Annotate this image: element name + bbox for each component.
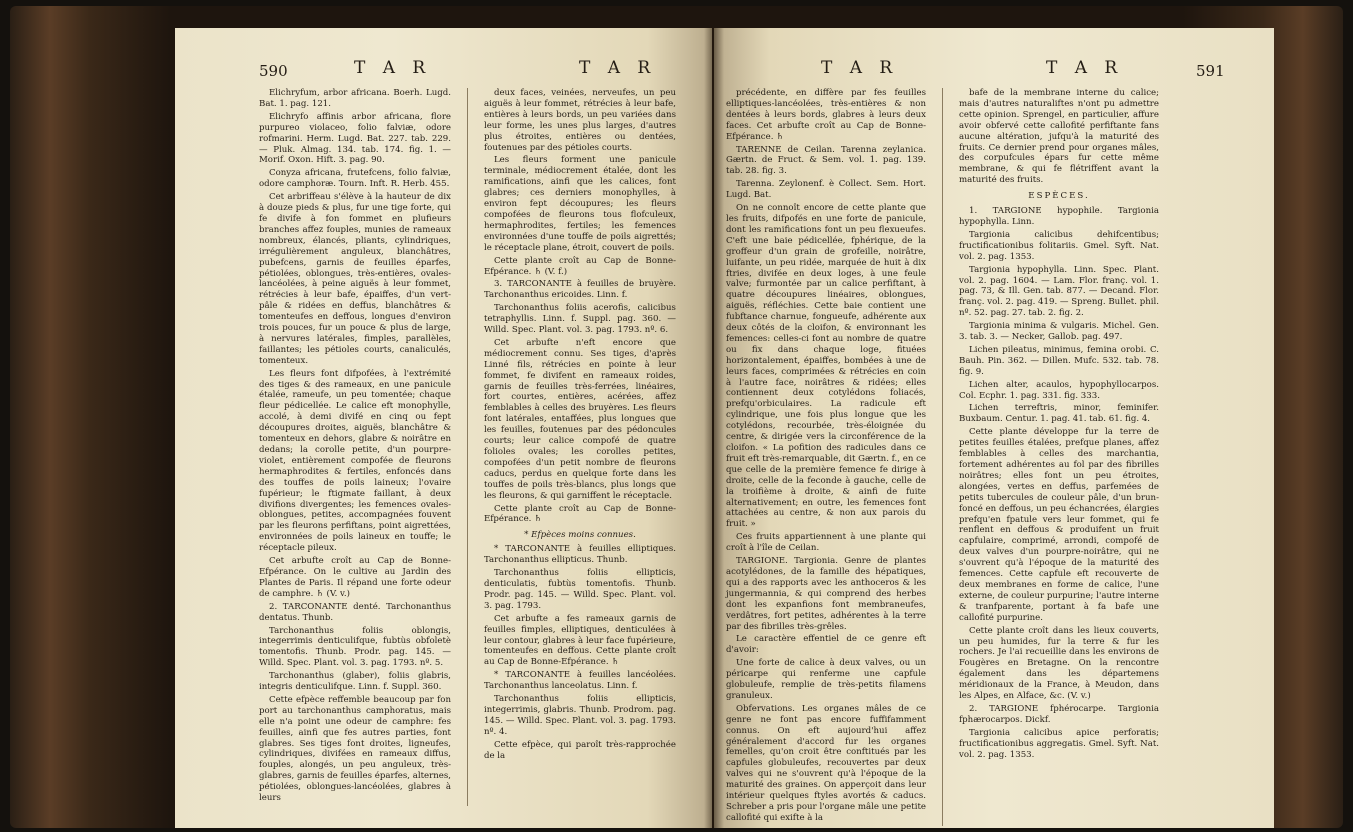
paragraph: Cette plante développe fur la terre de petites feuilles étalées, prefque planes, affez femblables à celles des marchantia, fortement adhérentes au fol par des fibrilles noirâtres; elles font un peu étroites, alongées, vertes en deffus, parfemées de petits tubercules de couleur pâle, d'un brun-foncé en deffous, un peu échancrées, élargies prefqu'en fpatule vers leur fommet, qui fe renflent en deffous & produifent un fruit capfulaire, comprimé, arrondi, compofé de deux valves d'un pourpre-noirâtre, qui ne s'ouvrent qu'à l'époque de la maturité des femences. Cette capfule eft recouverte de deux membranes en forme de calice, l'une externe, de couleur purpurine; l'autre interne & tranfparente, portant à fa bafe une callofité purpurine.	[959, 427, 1159, 623]
paragraph: Tarenna. Zeylonenf. è Collect. Sem. Hort. Lugd. Bat.	[726, 179, 926, 201]
paragraph: deux faces, veinées, nerveufes, un peu aiguës à leur fommet, rétrécies à leur bafe, entières à leurs bords, un peu variées dans leur forme, les unes plus larges, d'autres plus étroites, entières ou dentées, foutenues par des pétioles courts.	[483, 88, 676, 153]
paragraph: Elichryfum, arbor africana. Boerh. Lugd. Bat. 1. pag. 121.	[259, 88, 452, 109]
paragraph: Une forte de calice à deux valves, ou un péricarpe qui renferme une capfule globuleufe, remplie de très-petits filamens granuleux.	[726, 658, 926, 701]
paragraph: * TARCONANTE à feuilles lancéolées. Tarchonanthus lanceolatus. Linn. f.	[483, 670, 676, 692]
paragraph: Tarchonanthus foliis acerofis, calicibus tetraphyllis. Linn. f. Suppl. pag. 360. — Willd. Spec. Plant. vol. 3. pag. 1793. nº. 6.	[483, 303, 676, 336]
paragraph: Les fleurs forment une panicule terminale, médiocrement étalée, dont les ramifications, ainfi que les calices, font glabres; ces derniers monophylles, à environ fept découpures; les fleurs compofées de fleurons tous flofculeux, hermaphrodites, fertiles; les femences environnées d'une touffe de poils aigrettés; le réceptacle plane, étroit, couvert de poils.	[483, 155, 676, 253]
left-page	[175, 28, 712, 828]
header-title: T A R	[1046, 58, 1124, 78]
paragraph: Tarchonanthus (glaber), foliis glabris, integris denticulifque. Linn. f. Suppl. 360.	[259, 671, 452, 693]
paragraph: Les fleurs font difpofées, à l'extrémité des tiges & des rameaux, en une panicule étalée, rameufe, un peu tomentée; chaque fleur pédicellée. Le calice eft monophylle, accolé, à demi divifé en cinq ou fept découpures droites, aiguës, blanchâtre & tomenteux en dehors, glabre & noirâtre en dedans; la corolle petite, d'un pourpre-violet, entièrement compofée de fleurons hermaphrodites & fertiles, enfoncés dans des touffes de poils laineux; l'ovaire fupérieur; le ftigmate faillant, à deux divifions divergentes; les femences ovales-oblongues, petites, accompagnées fouvent par les fleurons perfiftans, point aigrettées, environnées de poils laineux en touffe; le réceptacle pileux.	[259, 368, 452, 554]
paragraph: précédente, en diffère par fes feuilles elliptiques-lancéolées, très-entières & non dentées à leurs bords, glabres à leurs deux faces. Cet arbufte croît au Cap de Bonne-Efpérance. ♄	[726, 88, 926, 142]
page-number: 591	[1196, 62, 1225, 80]
paragraph: TARGIONE. Targionia. Genre de plantes acotylédones, de la famille des hépatiques, qui a des rapports avec les anthoceros & les jungermannia, & qui comprend des herbes dont les expanfions font membraneufes, verdâtres, fort petites, adhérentes à la terre par des fibrilles très-grêles.	[726, 556, 926, 632]
paragraph: 3. TARCONANTE à feuilles de bruyère. Tarchonanthus ericoides. Linn. f.	[483, 279, 676, 301]
column-rule	[942, 88, 943, 826]
paragraph: Le caractère effentiel de ce genre eft d'avoir:	[726, 634, 926, 656]
header-title: T A R	[354, 58, 432, 78]
paragraph: Tarchonanthus foliis ellipticis, denticulatis, fubtùs tomentofis. Thunb. Prodr. pag. 145. — Willd. Spec. Plant. vol. 3. pag. 1793.	[483, 568, 676, 611]
text-column	[959, 88, 1159, 826]
paragraph: Cette plante croît au Cap de Bonne-Efpérance. ♄ (V. f.)	[483, 255, 676, 277]
paragraph: Cette plante croît au Cap de Bonne-Efpérance. ♄	[483, 503, 676, 525]
paragraph: Cet arbufte croît au Cap de Bonne-Efpérance. On le cultive au Jardin des Plantes de Paris. Il répand une forte odeur de camphre. ♄ (V. v.)	[259, 556, 452, 599]
paragraph: 1. TARGIONE hypophile. Targionia hypophylla. Linn.	[959, 206, 1159, 227]
running-header	[259, 58, 676, 88]
header-title: T A R	[821, 58, 899, 78]
paragraph: Cet arbriffeau s'élève à la hauteur de dix à douze pieds & plus, fur une tige forte, qui fe divife à fon fommet en plufieurs branches affez fouples, munies de rameaux nombreux, élancés, pliants, cylindriques, irrégulièrement anguleux, blanchâtres, pubefcens, garnis de feuilles éparfes, pétiolées, oblongues, très-entières, ovales-lancéolées, à peine aiguës à leur fommet, rétrécies à leur bafe, épaiffes, d'un vert-pâle & ridées en deffus, blanchâtres & tomenteufes en deffous, longues d'environ trois pouces, fur un pouce & plus de large, à nervures latérales, fimples, parallèles, faillantes; les pétioles courts, canaliculés, tomenteux.	[259, 192, 452, 366]
paragraph: Targionia calicibus apice perforatis; fructificationibus aggregatis. Gmel. Syft. Nat. vol. 2. pag. 1353.	[959, 727, 1159, 760]
paragraph: Cet arbufte a fes rameaux garnis de feuilles fimples, elliptiques, denticulées à leur contour, glabres à leur face fupérieure, tomenteufes en deffous. Cette plante croît au Cap de Bonne-Efpérance. ♄	[483, 613, 676, 668]
paragraph: TARENNE de Ceilan. Tarenna zeylanica. Gærtn. de Fruct. & Sem. vol. 1. pag. 139. tab. 28. fig. 3.	[726, 144, 926, 177]
paragraph: ESPÈCES.	[1028, 191, 1090, 202]
right-page	[714, 28, 1274, 828]
paragraph: Ces fruits appartiennent à une plante qui croît à l'île de Ceilan.	[726, 532, 926, 554]
text-column	[484, 88, 676, 806]
paragraph: 2. TARGIONE fphérocarpe. Targionia fphærocarpos. Dickf.	[959, 703, 1159, 725]
paragraph: bafe de la membrane interne du calice; mais d'autres naturaliftes n'ont pu admettre cette opinion. Sprengel, en particulier, affure avoir obfervé cette callofité perfiftante fans aucune altération, jufqu'à la maturité des fruits. Ce dernier prend pour organes mâles, des corpufcules épars fur cette même membrane, & qui fe flétriffent avant la maturité des fruits.	[959, 88, 1159, 186]
paragraph: Cette efpèce reffemble beaucoup par fon port au tarchonanthus camphoratus, mais elle n'a point une odeur de camphre: fes feuilles, ainfi que fes autres parties, font glabres. Ses tiges font droites, ligneufes, cylindriques, divifées en rameaux diffus, fouples, alongés, un peu anguleux, très-glabres, garnis de feuilles éparfes, alternes, pétiolées, oblongues-lancéolées, glabres à leurs	[259, 694, 452, 804]
paragraph: Elichryfo affinis arbor africana, flore purpureo violaceo, folio falviæ, odore rofmarini. Herm. Lugd. Bat. 227. tab. 229. — Pluk. Almag. 134. tab. 174. fig. 1. — Morif. Oxon. Hift. 3. pag. 90.	[259, 111, 452, 166]
paragraph: Lichen terreftris, minor, feminifer. Buxbaum. Centur. 1. pag. 41. tab. 61. fig. 4.	[959, 403, 1159, 425]
book-spread	[10, 6, 1343, 828]
paragraph: Tarchonanthus foliis oblongis, integerrimis denticulifque, fubtùs obfoletè tomentofis. Thunb. Prodr. pag. 145. — Willd. Spec. Plant. vol. 3. pag. 1793. nº. 5.	[259, 625, 452, 669]
column-rule	[467, 88, 468, 806]
paragraph: Cet arbufte n'eft encore que médiocrement connu. Ses tiges, d'après Linné fils, rétrécies en pointe à leur fommet, fe divifent en rameaux roides, garnis de feuilles très-ferrées, linéaires, fort courtes, entières, acérées, affez femblables à celles des bruyères. Les fleurs font latérales, entaffées, plus longues que les feuilles, foutenues par des pédoncules courts; leur calice compofé de quatre folioles ovales; les corolles petites, compofées d'un petit nombre de fleurons caducs, perdus en quelque forte dans les touffes de poils très-blancs, plus longs que les fleurons, & qui garniffent le réceptacle.	[483, 337, 676, 501]
paragraph: Targionia calicibus dehifcentibus; fructificationibus folitariis. Gmel. Syft. Nat. vol. 2. pag. 1353.	[959, 229, 1159, 262]
paragraph: * Efpèces moins connues.	[524, 530, 636, 541]
book-gutter	[704, 28, 724, 828]
running-header	[726, 58, 1230, 88]
paragraph: Obfervations. Les organes mâles de ce genre ne font pas encore fuffifamment connus. On eft aujourd'hui affez généralement d'accord fur les organes femelles, qu'on croit être conftitués par les capfules globuleufes, recouvertes par deux valves qui ne s'ouvrent qu'à l'époque de la maturité des graines. On apperçoit dans leur intérieur quelques ftyles avortés & caducs. Schreber a pris pour l'organe mâle une petite callofité qui exifte à la	[726, 703, 926, 823]
text-column	[726, 88, 926, 826]
paragraph: Cette plante croît dans les lieux couverts, un peu humides, fur la terre & fur les rochers. Je l'ai recueillie dans les environs de Fougères en Bretagne. On la rencontre également dans les départemens méridionaux de la France, à Meudon, dans les Alpes, en Alface, &c. (V. v.)	[959, 625, 1159, 702]
paragraph: Targionia minima & vulgaris. Michel. Gen. 3. tab. 3. — Necker, Gallob. pag. 497.	[959, 321, 1159, 343]
paragraph: Targionia hypophylla. Linn. Spec. Plant. vol. 2. pag. 1604. — Lam. Flor. franç. vol. 1. pag. 73, & Ill. Gen. tab. 877. — Decand. Flor. franç. vol. 2. pag. 419. — Spreng. Bullet. phil. nº. 52. pag. 27. tab. 2. fig. 2.	[959, 264, 1159, 319]
paragraph: Lichen alter, acaulos, hypophyllocarpos. Col. Ecphr. 1. pag. 331. fig. 333.	[959, 379, 1159, 401]
header-title: T A R	[579, 58, 657, 78]
paragraph: Lichen pileatus, minimus, femina orobi. C. Bauh. Pin. 362. — Dillen. Mufc. 532. tab. 78. fig. 9.	[959, 344, 1159, 377]
paragraph: * TARCONANTE à feuilles elliptiques. Tarchonanthus ellipticus. Thunb.	[483, 544, 676, 566]
paragraph: On ne connoît encore de cette plante que les fruits, difpofés en une forte de panicule, dont les ramifications font un peu flexueufes. C'eft une baie pédicellée, fphérique, de la groffeur d'un grain de grofeille, noirâtre, luifante, un peu ridée, marquée de huit à dix ftries, divifée en deux loges, à une feule valve; furmontée par un calice perfiftant, à quatre découpures linéaires, oblongues, aiguës, réfléchies. Cette baie contient une fubftance charnue, fongueufe, adhérente aux deux côtés de la cloifon, & environnant les femences: celles-ci font au nombre de quatre ou fix dans chaque loge, fituées horizontalement, épaiffes, bombées à une de leurs faces, comprimées & rétrécies en coin à l'autre face, noirâtres & ridées; elles contiennent deux cotylédons foliacés, prefqu'orbiculaires. La radicule eft cylindrique, une fois plus longue que les cotylédons, recourbée, très-éloignée du centre, & dirigée vers la circonférence de la cloifon. « La pofition des radicules dans ce fruit eft très-remarquable, dit Gærtn. f., en ce que celle de la première femence fe dirige à droite, celle de la feconde à gauche, celle de la troifième à droite, & ainfi de fuite alternativement; en outre, les femences font attachées au centre, & non aux parois du fruit. »	[726, 203, 926, 530]
page-number: 590	[259, 62, 288, 80]
paragraph: Conyza africana, frutefcens, folio falviæ, odore camphoræ. Tourn. Inft. R. Herb. 455.	[259, 168, 452, 190]
text-column	[259, 88, 451, 806]
paragraph: 2. TARCONANTE denté. Tarchonanthus dentatus. Thunb.	[259, 601, 452, 623]
paragraph: Cette efpèce, qui paroît très-rapprochée de la	[483, 739, 676, 761]
paragraph: Tarchonanthus foliis ellipticis, integerrimis, glabris. Thunb. Prodrom. pag. 145. — Willd. Spec. Plant. vol. 3. pag. 1793. nº. 4.	[483, 694, 676, 737]
